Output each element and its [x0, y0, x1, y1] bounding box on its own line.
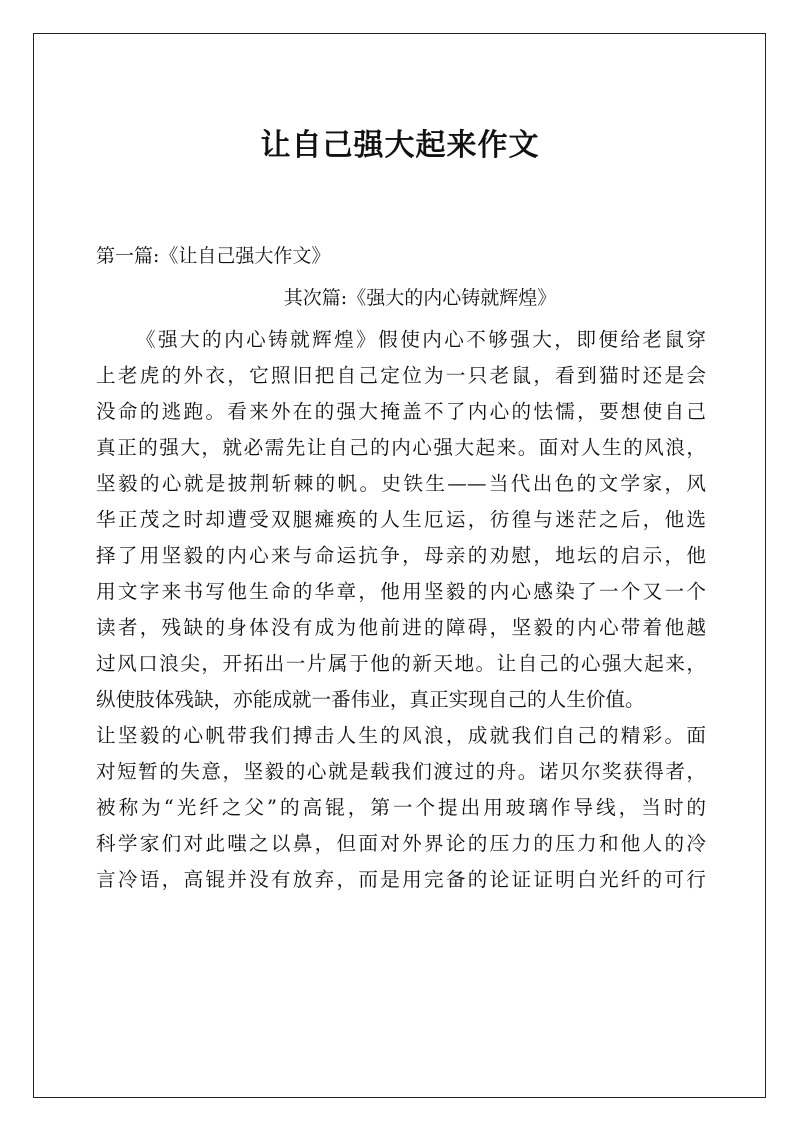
body-line: 纵使肢体残缺，亦能成就一番伟业，真正实现自己的人生价值。 [96, 688, 645, 711]
body-line: 被称为“光纤之父”的高锟，第一个提出用玻璃作导线，当时的 [96, 796, 706, 819]
section-heading: 其次篇:《强大的内心铸就辉煌》 [283, 287, 557, 309]
body-line: 《强大的内心铸就辉煌》假使内心不够强大，即便给老鼠穿 [136, 328, 706, 351]
body-line: 坚毅的心就是披荆斩棘的帆。史铁生——当代出色的文学家，风 [96, 472, 706, 495]
body-line: 用文字来书写他生命的华章，他用坚毅的内心感染了一个又一个 [96, 580, 706, 603]
body-line: 科学家们对此嗤之以鼻，但面对外界论的压力的压力和他人的冷 [96, 832, 706, 855]
body-line: 华正茂之时却遭受双腿瘫痪的人生厄运，彷徨与迷茫之后，他选 [96, 508, 706, 531]
body-line: 上老虎的外衣，它照旧把自己定位为一只老鼠，看到猫时还是会 [96, 364, 706, 387]
document-title: 让自己强大起来作文 [260, 128, 540, 163]
body-line: 言冷语，高锟并没有放弃，而是用完备的论证证明白光纤的可行 [96, 868, 706, 891]
body-line: 读者，残缺的身体没有成为他前进的障碍，坚毅的内心带着他越 [96, 616, 706, 639]
body-line: 择了用坚毅的内心来与命运抗争，母亲的劝慰，地坛的启示，他 [96, 544, 706, 567]
body-line: 过风口浪尖，开拓出一片属于他的新天地。让自己的心强大起来， [96, 652, 706, 675]
body-line: 对短暂的失意，坚毅的心就是载我们渡过的舟。诺贝尔奖获得者， [96, 760, 706, 783]
body-line: 真正的强大，就必需先让自己的内心强大起来。面对人生的风浪， [96, 436, 706, 459]
chapter-heading: 第一篇:《让自己强大作文》 [96, 245, 331, 267]
body-text [96, 322, 706, 898]
body-line: 让坚毅的心帆带我们搏击人生的风浪，成就我们自己的精彩。面 [96, 724, 706, 747]
body-line: 没命的逃跑。看来外在的强大掩盖不了内心的怯懦，要想使自己 [96, 400, 706, 423]
